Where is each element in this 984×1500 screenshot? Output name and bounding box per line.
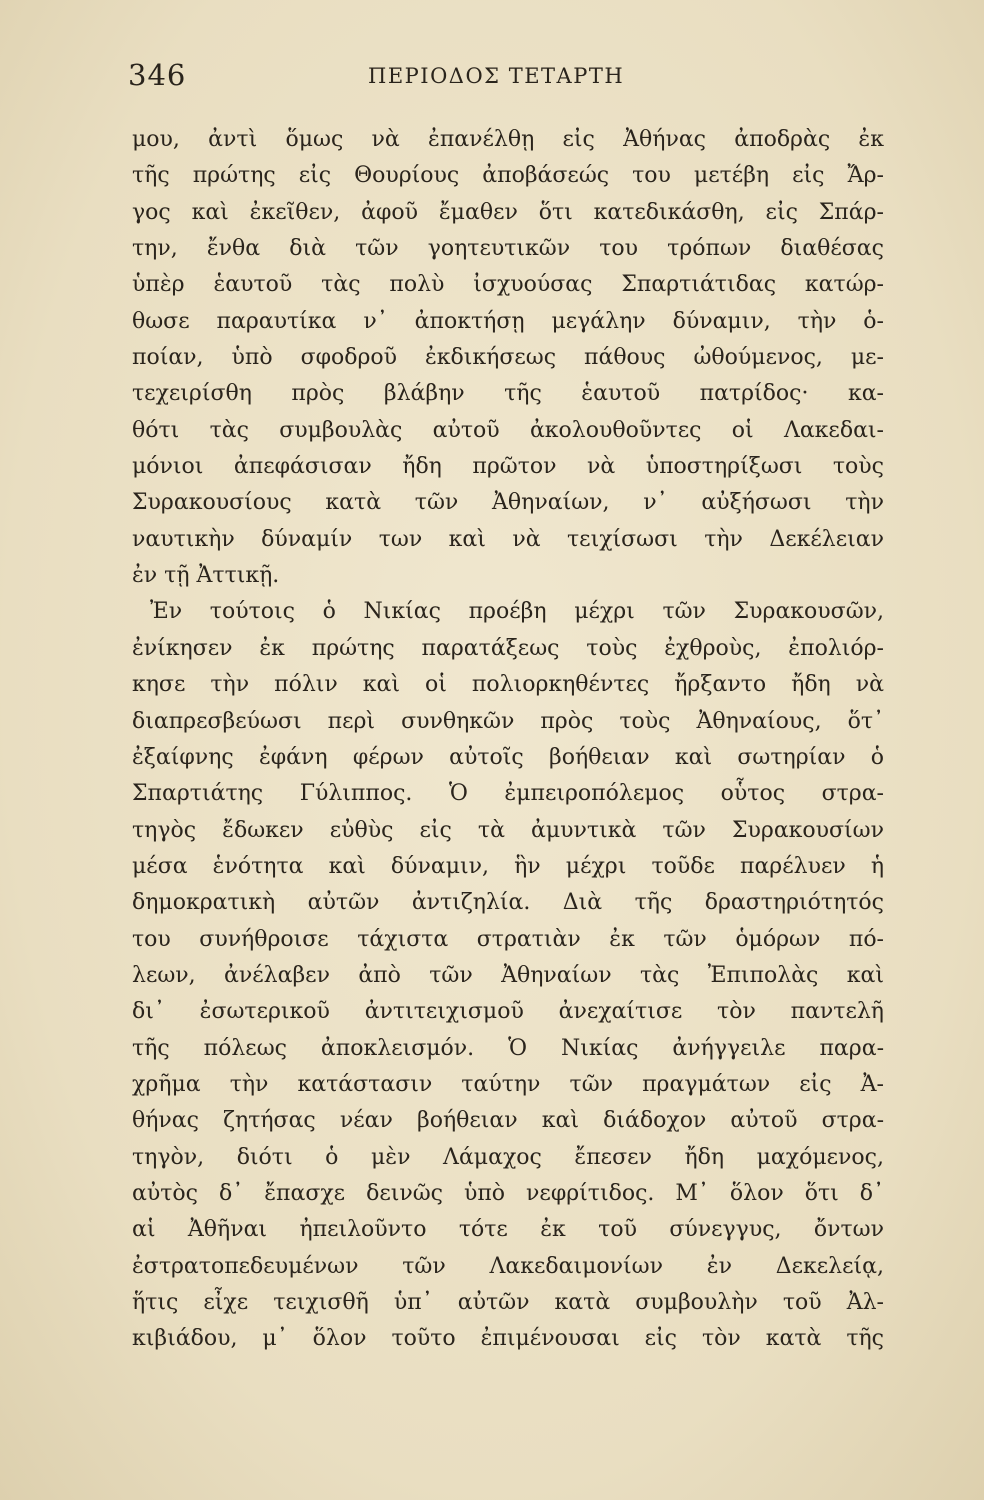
running-head: ΠΕΡΙΟΔΟΣ ΤΕΤΑΡΤΗ — [368, 64, 625, 88]
text-line: δι᾽ ἐσωτερικοῦ ἀντιτειχισμοῦ ἀνεχαίτισε τὸν παντελῆ — [132, 999, 884, 1025]
text-line: αὐτὸς δ᾽ ἔπασχε δεινῶς ὑπὸ νεφρίτιδος. Μ᾽ ὅλον ὅτι δ᾽ — [132, 1180, 884, 1206]
text-line: τῆς πόλεως ἀποκλεισμόν. Ὁ Νικίας ἀνήγγειλε παρα- — [132, 1035, 884, 1061]
text-line: τηγὸς ἔδωκεν εὐθὺς εἰς τὰ ἀμυντικὰ τῶν Συρακουσίων — [132, 817, 884, 843]
text-line: την, ἔνθα διὰ τῶν γοητευτικῶν του τρόπων διαθέσας — [132, 236, 884, 262]
text-line: λεων, ἀνέλαβεν ἀπὸ τῶν Ἀθηναίων τὰς Ἐπιπολὰς καὶ — [132, 962, 884, 988]
text-line: ἥτις εἶχε τειχισθῆ ὑπ᾽ αὐτῶν κατὰ συμβουλὴν τοῦ Ἀλ- — [132, 1290, 884, 1315]
page-number: 346 — [128, 58, 187, 92]
text-line: τῆς πρώτης εἰς Θουρίους ἀποβάσεώς του μετέβη εἰς Ἄρ- — [132, 163, 884, 189]
text-line: θότι τὰς συμβουλὰς αὐτοῦ ἀκολουθοῦντες οἱ Λακεδαι- — [132, 417, 884, 443]
text-line: μέσα ἑνότητα καὶ δύναμιν, ἣν μέχρι τοῦδε παρέλυεν ἡ — [132, 853, 884, 879]
text-line: Σπαρτιάτης Γύλιππος. Ὁ ἐμπειροπόλεμος οὗτος στρα- — [132, 781, 884, 807]
text-line: διαπρεσβεύωσι περὶ συνθηκῶν πρὸς τοὺς Ἀθηναίους, ὅτ᾽ — [132, 708, 884, 734]
body-text — [132, 122, 884, 1358]
text-line: ἐστρατοπεδευμένων τῶν Λακεδαιμονίων ἐν Δεκελείᾳ, — [132, 1253, 884, 1279]
text-line: αἱ Ἀθῆναι ἠπειλοῦντο τότε ἐκ τοῦ σύνεγγυς, ὄντων — [132, 1217, 884, 1243]
text-line: τεχειρίσθη πρὸς βλάβην τῆς ἑαυτοῦ πατρίδος· κα- — [132, 381, 884, 407]
text-line: ναυτικὴν δύναμίν των καὶ νὰ τειχίσωσι τὴν Δεκέλειαν — [132, 526, 884, 552]
text-line: δημοκρατικὴ αὐτῶν ἀντιζηλία. Διὰ τῆς δραστηριότητός — [132, 890, 884, 916]
text-line: του συνήθροισε τάχιστα στρατιὰν ἐκ τῶν ὁμόρων πό- — [132, 926, 884, 952]
text-line: μόνιοι ἀπεφάσισαν ἤδη πρῶτον νὰ ὑποστηρίξωσι τοὺς — [132, 454, 884, 480]
text-line: κιβιάδου, μ᾽ ὅλον τοῦτο ἐπιμένουσαι εἰς τὸν κατὰ τῆς — [132, 1326, 884, 1352]
text-line: κησε τὴν πόλιν καὶ οἱ πολιορκηθέντες ἤρξαντο ἤδη νὰ — [132, 672, 884, 698]
text-line: θήνας ζητήσας νέαν βοήθειαν καὶ διάδοχον αὐτοῦ στρα- — [132, 1108, 884, 1134]
text-line: ἐνίκησεν ἐκ πρώτης παρατάξεως τοὺς ἐχθροὺς, ἐπολιόρ- — [132, 635, 884, 661]
text-line: τηγὸν, διότι ὁ μὲν Λάμαχος ἔπεσεν ἤδη μαχόμενος, — [132, 1144, 884, 1170]
text-line: ἐξαίφνης ἐφάνη φέρων αὐτοῖς βοήθειαν καὶ σωτηρίαν ὁ — [132, 744, 884, 770]
text-line: Συρακουσίους κατὰ τῶν Ἀθηναίων, ν᾽ αὐξήσωσι τὴν — [132, 490, 884, 516]
text-line: ὑπὲρ ἑαυτοῦ τὰς πολὺ ἰσχυούσας Σπαρτιάτιδας κατώρ- — [132, 272, 884, 298]
text-line: χρῆμα τὴν κατάστασιν ταύτην τῶν πραγμάτων εἰς Ἀ- — [132, 1071, 884, 1097]
text-line: γος καὶ ἐκεῖθεν, ἀφοῦ ἔμαθεν ὅτι κατεδικάσθη, εἰς Σπάρ- — [132, 199, 884, 225]
text-line: ἐν τῇ Ἀττικῇ. — [132, 563, 280, 589]
page-header — [128, 58, 884, 98]
text-line: μου, ἀντὶ ὅμως νὰ ἐπανέλθῃ εἰς Ἀθήνας ἀποδρὰς ἐκ — [132, 127, 884, 152]
text-line: ποίαν, ὑπὸ σφοδροῦ ἐκδικήσεως πάθους ὠθούμενος, με- — [132, 345, 884, 371]
text-line: Ἐν τούτοις ὁ Νικίας προέβη μέχρι τῶν Συρακουσῶν, — [150, 599, 884, 625]
text-line: θωσε παραυτίκα ν᾽ ἀποκτήσῃ μεγάλην δύναμιν, τὴν ὁ- — [132, 308, 884, 334]
